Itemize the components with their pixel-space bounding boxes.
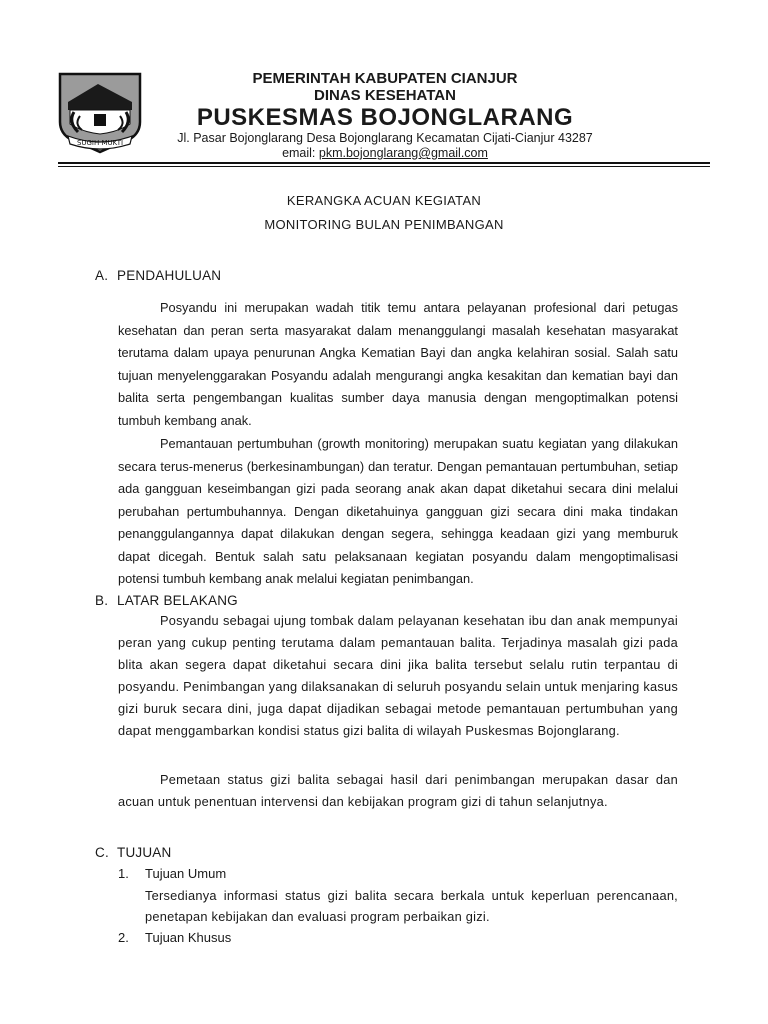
letterhead-rule-thick — [58, 162, 710, 164]
section-heading-c: C. TUJUAN — [95, 845, 172, 860]
letterhead-email-line — [150, 146, 620, 160]
section-heading-b: B. LATAR BELAKANG — [95, 593, 238, 608]
list-item-tujuan-khusus: 2. Tujuan Khusus — [118, 930, 232, 945]
tujuan-umum-text: Tersedianya informasi status gizi balita secara berkala untuk keperluan perencanaan, penetapan kebijakan dan evaluasi program perbaikan gizi. — [145, 888, 678, 924]
list-item-tujuan-umum: 1. Tujuan Umum — [118, 866, 227, 881]
document-subtitle: MONITORING BULAN PENIMBANGAN — [264, 217, 504, 232]
paragraph-pendahuluan-2: Pemantauan pertumbuhan (growth monitoring) merupakan suatu kegiatan yang dilakukan secara terus-menerus (berkesinambungan) dan teratur. Dengan pemantauan pertumbuhan, setiap ada gangguan keseimbangan gizi pada seorang anak akan dapat diketahui secara dini melalui perubahan pertumbuhannya. Dengan diketahuinya gangguan gizi secara dini maka tindakan penanggulangannya dapat dilakukan dengan segera, sehingga keadaan gizi yang memburuk dapat dicegah. Bentuk salah satu pelaksanaan kegiatan posyandu dalam mengoptimalisasi potensi tumbuh kembang anak melalui kegiatan penimbangan. — [118, 436, 678, 586]
svg-text:SUGIH MUKTI: SUGIH MUKTI — [76, 139, 124, 147]
letterhead-department: DINAS KESEHATAN — [314, 87, 456, 104]
paragraph-latar-belakang-1: Posyandu sebagai ujung tombak dalam pelayanan kesehatan ibu dan anak mempunyai peran yang cukup penting terutama dalam pemantauan balita. Terjadinya masalah gizi pada blita akan segera dapat diketahui secara dini jika balita tersebut selalu rutin terpantau di posyandu. Penimbangan yang dilaksanakan di seluruh posyandu selain untuk menjaring kasus gizi buruk secara dini, juga dapat dijadikan sebagai metode pemantauan pertumbuhan yang dapat menggambarkan kondisi status gizi balita di wilayah Puskesmas Bojonglarang. — [118, 613, 678, 738]
section-heading-a: A. PENDAHULUAN — [95, 268, 222, 283]
document-title: KERANGKA ACUAN KEGIATAN — [286, 193, 482, 208]
paragraph-pendahuluan-1: Posyandu ini merupakan wadah titik temu antara pelayanan profesional dari petugas kesehatan dan peran serta masyarakat dalam menanggulangi masalah kesehatan masyarakat terutama dalam upaya penurunan Angka Kematian Bayi dan angka kelahiran sosial. Salah satu tujuan menyelenggarakan Posyandu adalah mengurangi angka kesakitan dan kematian bayi dan balita serta pengembangan kualitas sumber daya manusia dengan mengoptimalkan potensi tumbuh kembang anak. — [118, 300, 678, 428]
letterhead-government: PEMERINTAH KABUPATEN CIANJUR — [252, 70, 518, 87]
email-link[interactable]: pkm.bojonglarang@gmail.com — [318, 146, 488, 160]
letterhead-rule-thin — [58, 166, 710, 167]
email-label: email: — [282, 146, 316, 160]
paragraph-latar-belakang-2: Pemetaan status gizi balita sebagai hasil dari penimbangan merupakan dasar dan acuan untuk penentuan intervensi dan kebijakan program gizi di tahun selanjutnya. — [118, 772, 678, 809]
letterhead-organization: PUSKESMAS BOJONGLARANG — [196, 104, 574, 131]
letterhead-address: Jl. Pasar Bojonglarang Desa Bojonglarang Kecamatan Cijati-Cianjur 43287 — [177, 131, 593, 145]
letterhead — [150, 71, 620, 160]
cianjur-emblem-logo — [58, 72, 142, 154]
